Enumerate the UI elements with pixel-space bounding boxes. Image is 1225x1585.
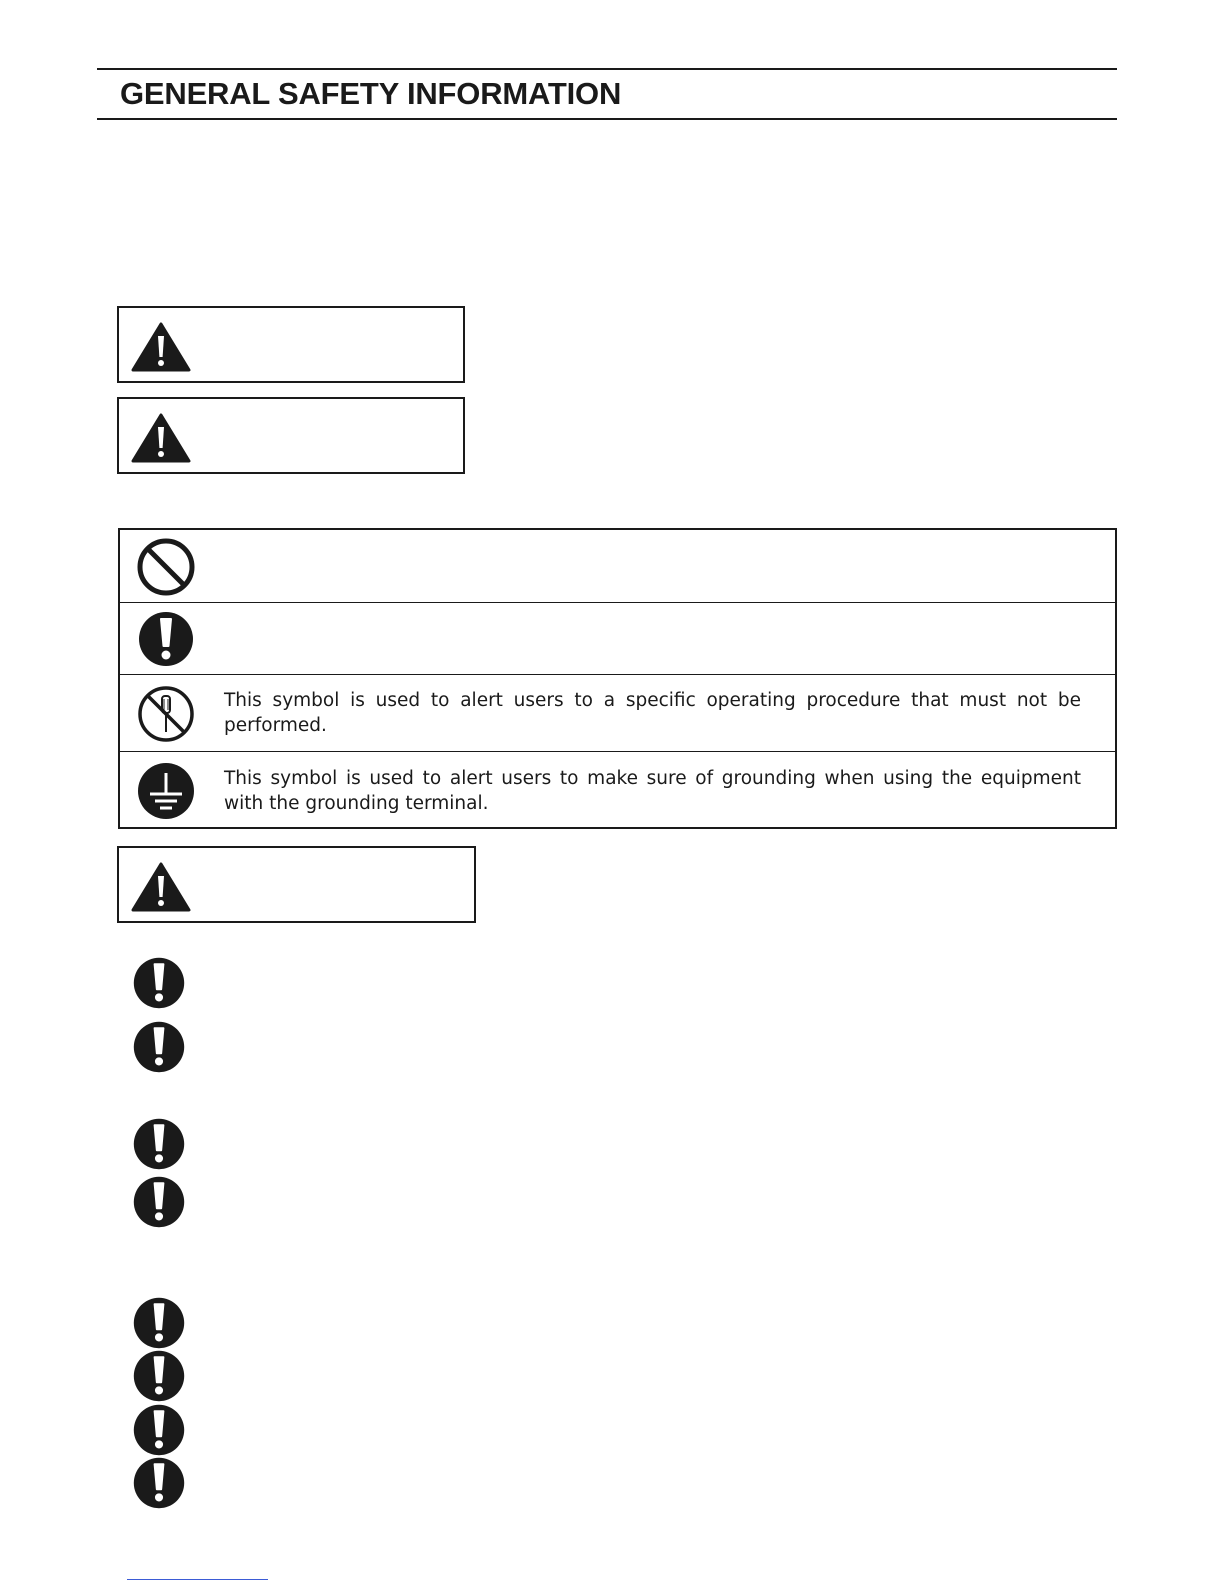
exclamation-circle-icon — [132, 1175, 186, 1229]
symbol-row-grounding — [120, 752, 1115, 829]
warning-triangle-icon — [131, 413, 191, 463]
symbol-description: This symbol is used to alert users to make sure of grounding when using the equipment with the grounding terminal. — [224, 768, 1081, 814]
warning-box-3 — [117, 846, 476, 923]
ground-icon — [136, 761, 196, 821]
exclamation-circle-icon — [132, 1403, 186, 1457]
exclamation-circle-icon — [132, 1349, 186, 1403]
page-title: GENERAL SAFETY INFORMATION — [120, 76, 622, 111]
no-disassembly-icon — [136, 684, 196, 744]
exclamation-circle-icon — [132, 1296, 186, 1350]
header-bottom-rule — [97, 118, 1117, 120]
symbol-row-no-disassembly — [120, 675, 1115, 752]
header-top-rule — [97, 68, 1117, 70]
symbol-row-mandatory — [120, 603, 1115, 675]
warning-box-2 — [117, 397, 465, 474]
symbol-table — [118, 528, 1117, 829]
exclamation-circle-icon — [132, 1117, 186, 1171]
exclamation-circle-icon — [132, 1020, 186, 1074]
warning-triangle-icon — [131, 322, 191, 372]
prohibition-icon — [136, 537, 196, 597]
warning-triangle-icon — [131, 862, 191, 912]
symbol-row-prohibition — [120, 530, 1115, 603]
symbol-description: This symbol is used to alert users to a specific operating procedure that must not be performed. — [224, 690, 1081, 736]
footer-link-underline — [127, 1579, 268, 1580]
exclamation-circle-icon — [132, 1456, 186, 1510]
exclamation-circle-icon — [136, 609, 196, 669]
exclamation-circle-icon — [132, 956, 186, 1010]
warning-box-1 — [117, 306, 465, 383]
